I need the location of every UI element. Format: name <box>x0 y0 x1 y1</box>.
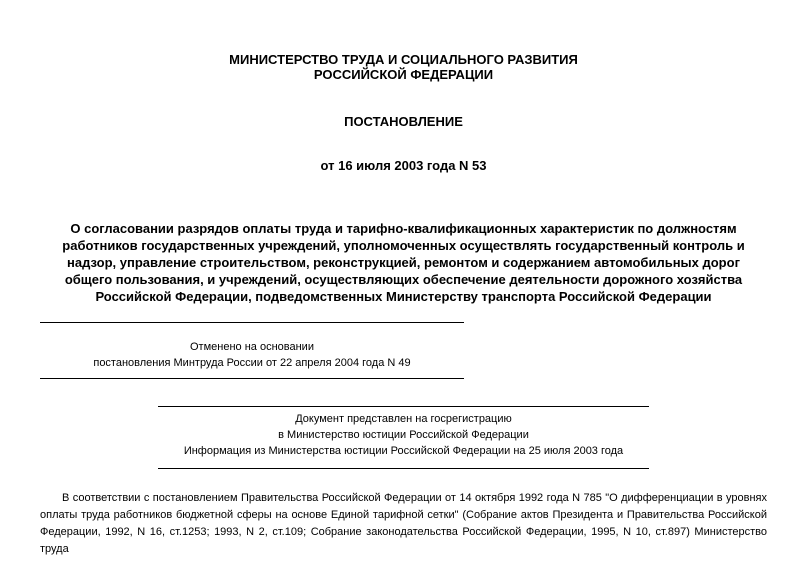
cancellation-top-divider <box>40 322 464 323</box>
body-paragraph: В соответствии с постановлением Правительства Российской Федерации от 14 октября 1992 года N 785 "О дифференциации в уровнях оплаты труда работников бюджетной сферы на основе Единой тарифной сетки" (Собрание актов Президента и Правительства Российской Федерации, 1992, N 16, ст.1253; 1993, N 2, ст.109; Собрание законодательства Российской Федерации, 1995, N 10, ст.897) Министерство труда <box>40 492 767 555</box>
ministry-heading <box>0 52 807 82</box>
cancellation-bottom-divider <box>40 378 464 379</box>
registration-top-divider <box>158 406 649 407</box>
cancellation-line-1: Отменено на основании <box>190 341 314 353</box>
ministry-line-1: МИНИСТЕРСТВО ТРУДА И СОЦИАЛЬНОГО РАЗВИТИЯ <box>229 52 578 67</box>
registration-notice <box>158 412 649 458</box>
registration-bottom-divider <box>158 468 649 469</box>
document-type: ПОСТАНОВЛЕНИЕ <box>344 114 463 129</box>
registration-line-1: Документ представлен на госрегистрацию <box>295 413 512 425</box>
document-title: О согласовании разрядов оплаты труда и тарифно-квалификационных характеристик по должностям работников государственных учреждений, уполномоченных осуществлять государственный контроль и надзор, управление строительством, реконструкцией, ремонтом и содержанием автомобильных дорог общего пользования, и учреждений, осуществляющих обеспечение деятельности дорожного хозяйства Российской Федерации, подведомственных Министерству транспорта Российской Федерации <box>62 221 745 304</box>
cancellation-link[interactable]: постановления Минтруда России от 22 апреля 2004 года N 49 <box>93 357 411 369</box>
registration-line-3: Информация из Министерства юстиции Российской Федерации на 25 июля 2003 года <box>183 445 624 457</box>
cancellation-notice <box>40 340 464 370</box>
ministry-line-2: РОССИЙСКОЙ ФЕДЕРАЦИИ <box>313 67 494 82</box>
registration-line-2: в Министерство юстиции Российской Федерации <box>278 429 529 441</box>
document-date-number: от 16 июля 2003 года N 53 <box>320 158 487 173</box>
